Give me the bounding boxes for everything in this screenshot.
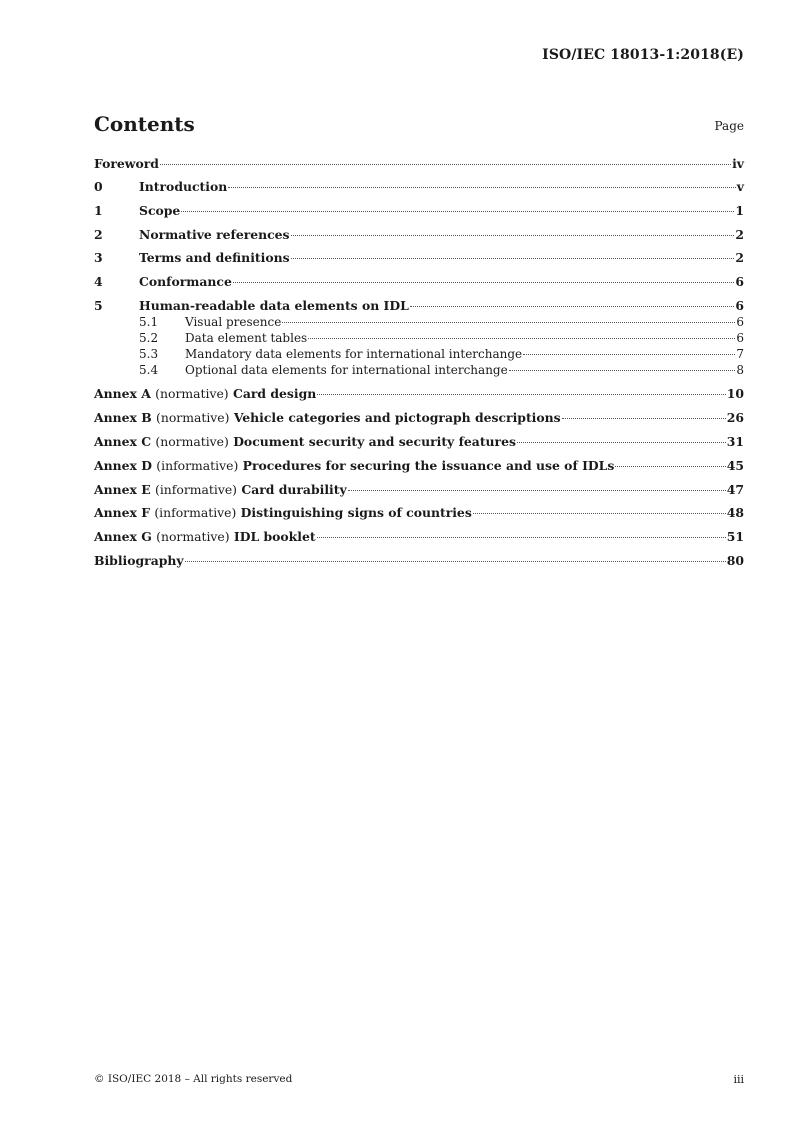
toc-entry-page: 8 (736, 363, 744, 377)
toc-entry-page: 6 (736, 315, 744, 329)
toc-entry-number: 5.1 (139, 315, 159, 329)
document-id: ISO/IEC 18013-1:2018(E) (542, 47, 744, 63)
toc-entry-page: 1 (735, 203, 744, 218)
dot-leader (410, 306, 735, 307)
toc-annex-d[interactable] (94, 457, 744, 475)
dot-leader (181, 211, 734, 212)
annex-label: Annex C (94, 434, 152, 449)
annex-label: Annex B (94, 410, 152, 425)
dot-leader (291, 258, 735, 259)
annex-label: Annex F (94, 505, 151, 520)
annex-kind: (informative) (155, 482, 237, 497)
toc-entry-number: 5.4 (139, 363, 159, 377)
toc-entry-conformance[interactable] (94, 273, 744, 291)
toc-annex-a[interactable] (94, 385, 744, 403)
toc-annex-e[interactable] (94, 481, 744, 499)
annex-title: Card design (232, 386, 317, 401)
toc-entry-bibliography[interactable] (94, 552, 744, 570)
dot-leader (517, 442, 726, 443)
toc-entry-title: Normative references (139, 227, 290, 242)
toc-entry-title: Mandatory data elements for international interchange (185, 347, 523, 361)
toc-annex-b[interactable] (94, 409, 744, 427)
toc-entry-number: 2 (94, 227, 103, 242)
dot-leader (509, 370, 736, 371)
toc-entry-page: 10 (726, 386, 744, 401)
toc-entry-page: 2 (735, 250, 744, 265)
toc-entry-number: 4 (94, 274, 103, 289)
toc-subentry-mandatory-data-elements[interactable] (139, 347, 744, 362)
toc-entry-number: 5.3 (139, 347, 159, 361)
annex-label: Annex G (94, 529, 152, 544)
toc-annex-heading (94, 504, 472, 522)
toc-subentry-optional-data-elements[interactable] (139, 363, 744, 378)
toc-annex-c[interactable] (94, 433, 744, 451)
dot-leader (291, 235, 735, 236)
toc-entry-title: Foreword (94, 156, 159, 171)
annex-title: Card durability (241, 482, 347, 497)
toc-subentry-visual-presence[interactable] (139, 315, 744, 330)
toc-annex-heading (94, 481, 347, 499)
toc-entry-page: 6 (735, 274, 744, 289)
toc-entry-title: Bibliography (94, 553, 184, 568)
dot-leader (615, 466, 725, 467)
annex-title: Distinguishing signs of countries (240, 505, 472, 520)
dot-leader (348, 490, 726, 491)
toc-annex-heading (94, 528, 316, 546)
annex-kind: (informative) (154, 505, 237, 520)
annex-label: Annex A (94, 386, 151, 401)
toc-annex-heading (94, 433, 516, 451)
dot-leader (282, 322, 735, 323)
toc-entry-title: Human-readable data elements on IDL (139, 298, 409, 313)
toc-entry-page: v (736, 179, 744, 194)
annex-kind: (normative) (155, 434, 229, 449)
toc-entry-page: 31 (726, 434, 744, 449)
contents-heading: Contents (94, 112, 195, 136)
toc-entry-number: 1 (94, 203, 103, 218)
dot-leader (160, 164, 731, 165)
dot-leader (317, 394, 725, 395)
toc-entry-page: 45 (726, 458, 744, 473)
dot-leader (562, 418, 726, 419)
toc-entry-page: 26 (726, 410, 744, 425)
toc-annex-heading (94, 457, 614, 475)
dot-leader (228, 187, 736, 188)
toc-entry-title: Data element tables (185, 331, 308, 345)
toc-entry-number: 5.2 (139, 331, 159, 345)
toc-annex-f[interactable] (94, 504, 744, 522)
toc-annex-heading (94, 385, 316, 403)
toc-entry-terms-and-definitions[interactable] (94, 249, 744, 267)
annex-kind: (normative) (156, 529, 230, 544)
toc-entry-title: Scope (139, 203, 181, 218)
toc-entry-human-readable-data-elements[interactable] (94, 297, 744, 315)
toc-entry-title: Conformance (139, 274, 232, 289)
annex-title: Procedures for securing the issuance and use of IDLs (242, 458, 615, 473)
toc-entry-page: iv (732, 156, 744, 171)
dot-leader (185, 561, 726, 562)
toc-entry-page: 7 (736, 347, 744, 361)
toc-entry-page: 48 (726, 505, 744, 520)
toc-entry-number: 5 (94, 298, 103, 313)
dot-leader (233, 282, 735, 283)
toc-entry-normative-references[interactable] (94, 226, 744, 244)
toc-entry-introduction[interactable] (94, 178, 744, 196)
copyright-notice: © ISO/IEC 2018 – All rights reserved (94, 1073, 293, 1085)
page-number: iii (733, 1073, 744, 1086)
annex-label: Annex E (94, 482, 151, 497)
toc-entry-page: 2 (735, 227, 744, 242)
toc-entry-title: Terms and definitions (139, 250, 290, 265)
annex-kind: (normative) (156, 410, 230, 425)
dot-leader (317, 537, 726, 538)
toc-entry-page: 80 (726, 553, 744, 568)
annex-title: IDL booklet (233, 529, 316, 544)
page-column-label: Page (714, 119, 744, 133)
dot-leader (473, 513, 726, 514)
dot-leader (308, 338, 735, 339)
toc-entry-page: 47 (726, 482, 744, 497)
toc-subentry-data-element-tables[interactable] (139, 331, 744, 346)
toc-entry-page: 6 (736, 331, 744, 345)
dot-leader (523, 354, 735, 355)
toc-entry-foreword[interactable] (94, 155, 744, 173)
toc-entry-page: 6 (735, 298, 744, 313)
annex-title: Vehicle categories and pictograph descriptions (233, 410, 561, 425)
toc-entry-page: 51 (726, 529, 744, 544)
toc-entry-title: Introduction (139, 179, 228, 194)
annex-title: Document security and security features (233, 434, 516, 449)
toc-entry-scope[interactable] (94, 202, 744, 220)
toc-annex-heading (94, 409, 561, 427)
toc-entry-title: Optional data elements for international interchange (185, 363, 508, 377)
toc-entry-title: Visual presence (185, 315, 282, 329)
toc-annex-g[interactable] (94, 528, 744, 546)
toc-entry-number: 3 (94, 250, 103, 265)
annex-kind: (informative) (156, 458, 239, 473)
annex-label: Annex D (94, 458, 152, 473)
toc-entry-number: 0 (94, 179, 103, 194)
annex-kind: (normative) (155, 386, 229, 401)
